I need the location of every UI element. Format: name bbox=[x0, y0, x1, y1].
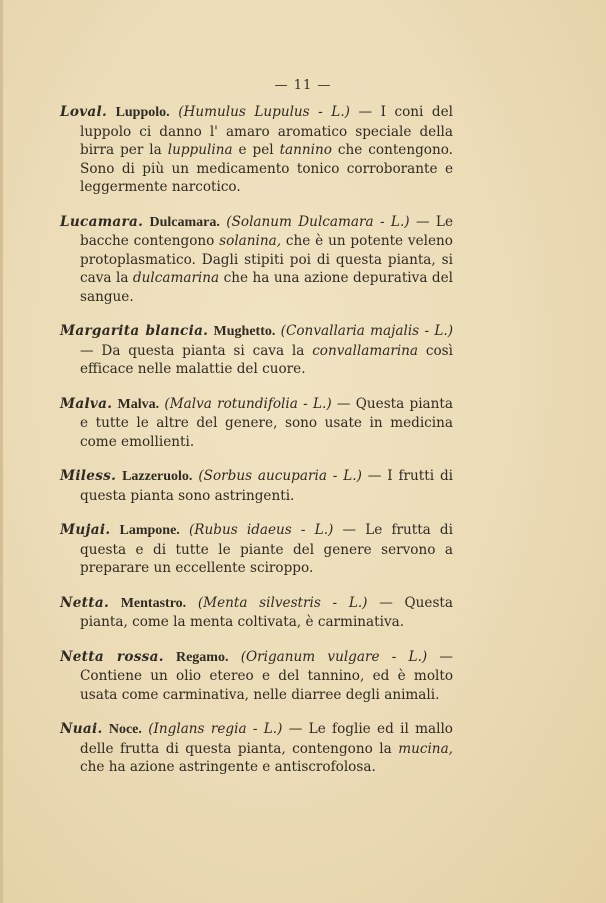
plant-entry bbox=[60, 213, 453, 307]
description-text: — Le frutta di questa e di tutte le piante del genere servono a preparare un eccellente sciroppo. bbox=[80, 522, 453, 576]
dialect-name: Margarita blancia. bbox=[60, 323, 209, 339]
latin-name: (Menta silvestris - L.) bbox=[197, 594, 368, 611]
common-name: Lampone. bbox=[119, 523, 180, 538]
emphasized-term: dulcamarina bbox=[132, 270, 220, 286]
common-name: Mughetto. bbox=[213, 324, 276, 339]
common-name: Lazzeruolo. bbox=[122, 469, 193, 484]
plant-entry bbox=[60, 103, 453, 197]
description-text: — Le foglie ed il mallo delle frutta di questa pianta, contengono la bbox=[80, 721, 453, 757]
description-text: — Le bacche contengono bbox=[80, 213, 453, 249]
description-text: che ha azione astringente e antiscrofolosa. bbox=[80, 759, 376, 775]
page-fold-shadow bbox=[0, 0, 3, 903]
common-name: Regamo. bbox=[175, 649, 229, 665]
plant-entry bbox=[60, 395, 453, 452]
emphasized-term: tannino bbox=[279, 142, 332, 158]
description-text: — Contiene un olio etereo e del tannino, ed è molto usata come carminativa, nelle diarree degli animali. bbox=[80, 648, 454, 703]
entry-spacer bbox=[60, 379, 453, 395]
description-text: — Questa pianta e tutte le altre del genere, sono usate in medicina come emollienti. bbox=[80, 395, 453, 450]
description-text: — I coni del luppolo ci danno l' amaro aromatico speciale della birra per la bbox=[80, 104, 453, 158]
description-text: — Da questa pianta si cava la bbox=[80, 342, 313, 359]
description-text: — Questa pianta, come la menta coltivata, è carminativa. bbox=[80, 594, 453, 630]
entry-spacer bbox=[60, 704, 453, 720]
latin-name: (Rubus idaeus - L.) bbox=[188, 522, 334, 538]
common-name: Malva. bbox=[117, 396, 160, 412]
emphasized-term: mucina, bbox=[398, 740, 453, 757]
latin-name: (Convallaria majalis - L.) bbox=[280, 323, 454, 339]
dialect-name: Loval. bbox=[60, 104, 108, 120]
dialect-name: Netta rossa. bbox=[60, 648, 164, 665]
entry-spacer bbox=[60, 306, 453, 322]
latin-name: (Sorbus aucuparia - L.) bbox=[198, 468, 362, 484]
plant-entry bbox=[60, 648, 453, 705]
emphasized-term: luppulina bbox=[167, 142, 233, 158]
latin-name: (Solanum Dulcamara - L.) bbox=[226, 213, 410, 230]
plant-entry bbox=[60, 720, 453, 777]
emphasized-term: solanina, bbox=[219, 233, 282, 249]
plant-entries-list bbox=[60, 103, 453, 777]
entry-spacer bbox=[60, 451, 453, 467]
description-text: e pel bbox=[232, 142, 280, 158]
dialect-name: Lucamara. bbox=[60, 213, 144, 230]
latin-name: (Inglans regia - L.) bbox=[148, 721, 283, 737]
common-name: Luppolo. bbox=[115, 105, 170, 120]
dialect-name: Miless. bbox=[60, 468, 117, 484]
plant-entry bbox=[60, 521, 453, 578]
common-name: Noce. bbox=[108, 722, 142, 737]
description-text: che ha una azione depurativa del sangue. bbox=[80, 270, 453, 305]
latin-name: (Malva rotundifolia - L.) bbox=[164, 395, 332, 412]
dialect-name: Malva. bbox=[60, 395, 113, 412]
latin-name: (Origanum vulgare - L.) bbox=[240, 648, 428, 665]
latin-name: (Humulus Lupulus - L.) bbox=[178, 104, 350, 120]
plant-entry bbox=[60, 467, 453, 505]
emphasized-term: convallamarina bbox=[312, 342, 419, 359]
plant-entry bbox=[60, 322, 453, 379]
common-name: Mentastro. bbox=[120, 595, 187, 611]
description-text: che è un potente veleno protoplasmatico. Dagli stipiti poi di questa pianta, si cava la bbox=[80, 233, 453, 286]
entry-spacer bbox=[60, 197, 453, 213]
entry-spacer bbox=[60, 632, 453, 648]
dialect-name: Nuai. bbox=[60, 721, 103, 737]
description-text: così efficace nelle malattie del cuore. bbox=[80, 342, 453, 377]
description-text: — I frutti di questa pianta sono astringenti. bbox=[80, 468, 453, 504]
dialect-name: Netta. bbox=[60, 594, 109, 611]
common-name: Dulcamara. bbox=[149, 214, 220, 230]
plant-entry bbox=[60, 594, 453, 632]
dialect-name: Mujai. bbox=[60, 522, 111, 538]
description-text: che contengono. Sono di più un medicamento tonico corroborante e leggermente narcotico. bbox=[80, 142, 454, 195]
page-number: — 11 — bbox=[274, 78, 332, 93]
entry-spacer bbox=[60, 578, 453, 594]
entry-spacer bbox=[60, 505, 453, 521]
